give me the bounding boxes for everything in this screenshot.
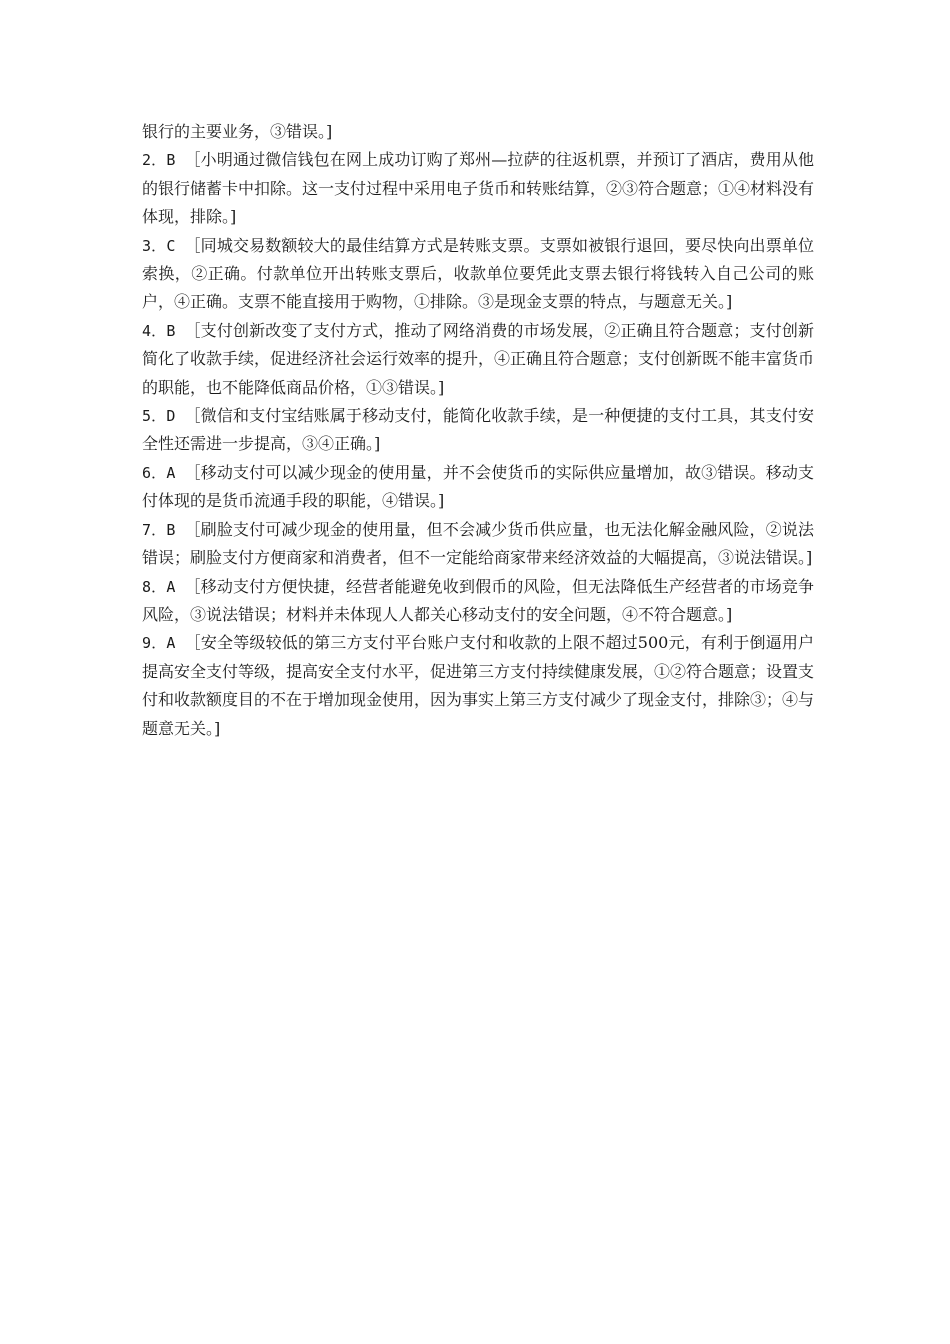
answer-item-8 — [142, 573, 814, 630]
answer-item-7 — [142, 516, 814, 573]
answer-label: 6．A — [142, 463, 185, 482]
answer-label: 9．A — [142, 634, 185, 653]
answer-explanation: ［移动支付方便快捷，经营者能避免收到假币的风险，但无法降低生产经营者的市场竞争风险，③说法错误；材料并未体现人人都关心移动支付的安全问题，④不符合题意。] — [142, 576, 814, 624]
answer-label: 5．D — [142, 407, 185, 426]
answer-explanation: ［安全等级较低的第三方支付平台账户支付和收款的上限不超过500元，有利于倒逼用户提高安全支付等级，提高安全支付水平，促进第三方支付持续健康发展，①②符合题意；设置支付和收款额度目的不在于增加现金使用，因为事实上第三方支付减少了现金支付，排除③；④与题意无关。] — [142, 633, 815, 738]
paragraph-text: 银行的主要业务，③错误。] — [142, 122, 333, 141]
answer-item-5 — [142, 402, 814, 459]
answer-explanation: ［小明通过微信钱包在网上成功订购了郑州—拉萨的往返机票，并预订了酒店，费用从他的银行储蓄卡中扣除。这一支付过程中采用电子货币和转账结算，②③符合题意；①④材料没有体现，排除。] — [142, 150, 815, 227]
answer-label: 4．B — [142, 321, 185, 340]
answer-item-9 — [142, 629, 814, 743]
answer-list — [142, 118, 814, 743]
answer-label: 3．C — [142, 236, 185, 255]
answer-label: 8．A — [142, 577, 185, 596]
answer-explanation: ［微信和支付宝结账属于移动支付，能简化收款手续，是一种便捷的支付工具，其支付安全性还需进一步提高，③④正确。] — [142, 406, 814, 454]
answer-item-2 — [142, 146, 814, 231]
answer-explanation: ［支付创新改变了支付方式，推动了网络消费的市场发展，②正确且符合题意；支付创新简化了收款手续，促进经济社会运行效率的提升，④正确且符合题意；支付创新既不能丰富货币的职能，也不能降低商品价格，①③错误。] — [142, 320, 815, 397]
answer-label: 7．B — [142, 520, 185, 539]
answer-label: 2．B — [142, 151, 185, 170]
answer-item-3 — [142, 232, 814, 317]
answer-paragraph-continuation — [142, 118, 814, 146]
answer-explanation: ［刷脸支付可减少现金的使用量，但不会减少货币供应量，也无法化解金融风险，②说法错误；刷脸支付方便商家和消费者，但不一定能给商家带来经济效益的大幅提高，③说法错误。] — [142, 519, 814, 568]
answer-item-6 — [142, 459, 814, 516]
answer-item-4 — [142, 317, 814, 402]
answer-explanation: ［移动支付可以减少现金的使用量，并不会使货币的实际供应量增加，故③错误。移动支付体现的是货币流通手段的职能，④错误。] — [142, 462, 814, 511]
answer-explanation: ［同城交易数额较大的最佳结算方式是转账支票。支票如被银行退回，要尽快向出票单位索换，②正确。付款单位开出转账支票后，收款单位要凭此支票去银行将钱转入自己公司的账户，④正确。支票不能直接用于购物，①排除。③是现金支票的特点，与题意无关。] — [142, 235, 814, 312]
